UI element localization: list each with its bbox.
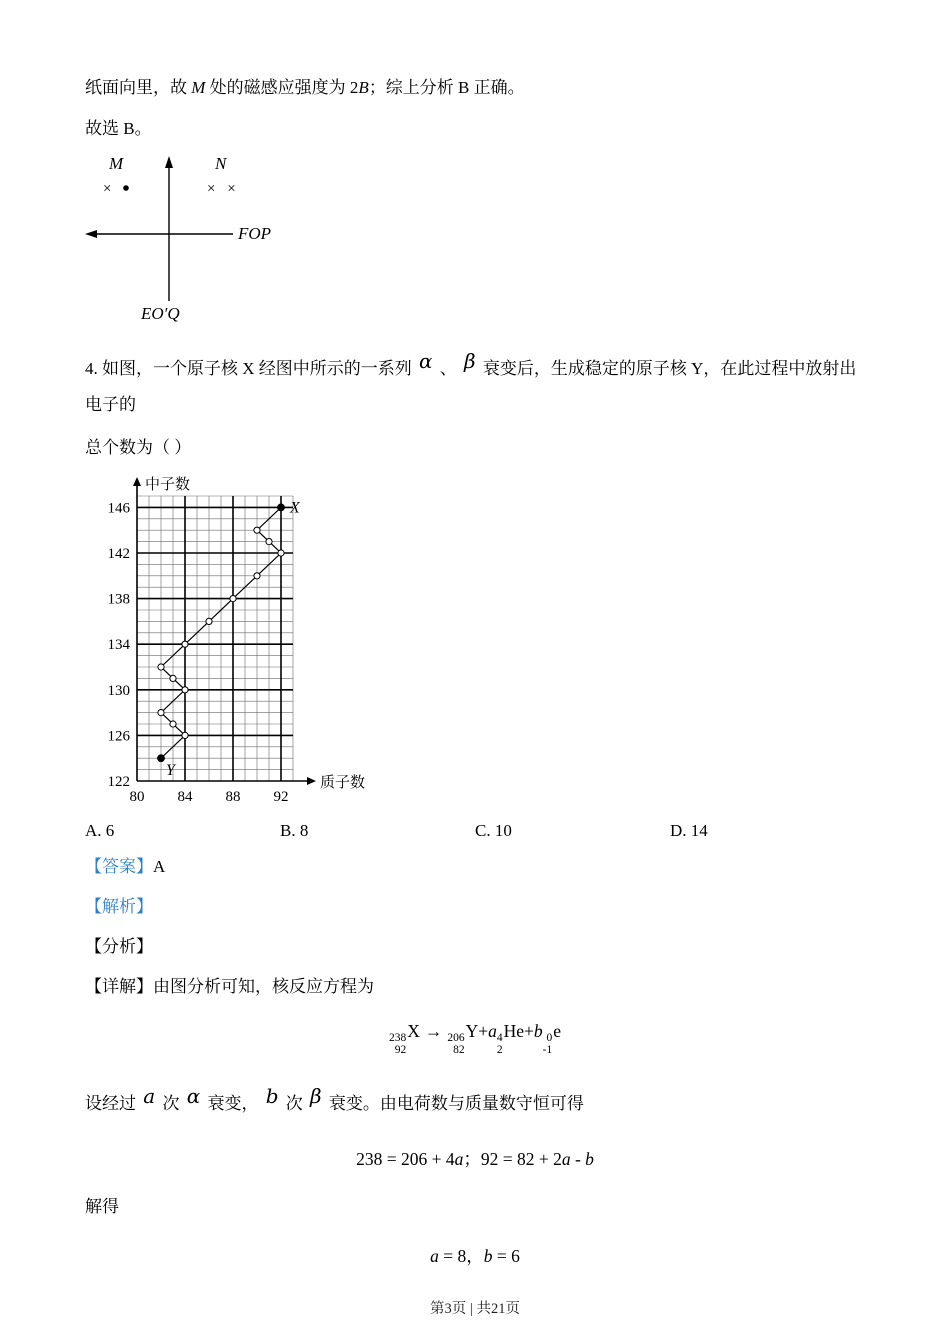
prescripts-he (497, 1032, 503, 1057)
math-variable: a (454, 1148, 464, 1169)
x-tick-label: 84 (177, 788, 193, 805)
nuclide-e (542, 1020, 562, 1057)
left-arrow-icon (85, 230, 97, 238)
y-tick-label: 138 (107, 591, 130, 608)
math-variable: b (585, 1148, 594, 1169)
text-segment: = 8， (438, 1245, 484, 1266)
setup-line (85, 1075, 865, 1122)
mass-number: 238 (388, 1031, 407, 1044)
option-b: B. 8 (280, 820, 309, 840)
text-segment: = 6 (492, 1245, 520, 1266)
result-equation (85, 1243, 865, 1268)
nuclide-he (496, 1020, 525, 1057)
decay-point (230, 595, 236, 601)
point-m-label: M (109, 154, 124, 174)
math-variable: b (483, 1245, 493, 1266)
element-symbol: e (553, 1020, 562, 1041)
fenxi-line: 【分析】 (85, 936, 153, 956)
jiede-line: 解得 (85, 1196, 119, 1216)
math-variable: β (464, 349, 476, 374)
jiexi-line (85, 893, 865, 921)
decay-point (182, 732, 188, 738)
text-segment: 次 (281, 1093, 308, 1113)
answer-line (85, 853, 865, 881)
y-tick-label: 126 (107, 727, 130, 744)
text-segment: 处的磁感应强度为 2 (205, 78, 359, 97)
text-segment: 衰变， (203, 1093, 263, 1113)
text-segment: 衰变后，生成稳定的原子核 Y，在此过程中放射出电子的 (85, 359, 857, 414)
x-axis-arrow-icon (307, 777, 316, 785)
prescripts-y (447, 1032, 464, 1057)
decay-point (266, 538, 272, 544)
coefficient-a: a (488, 1020, 497, 1041)
field-out-of-page-icon (123, 185, 129, 191)
page-footer: 第3页 | 共21页 (430, 1301, 520, 1317)
answer-tag: 【答案】 (85, 856, 153, 876)
decay-point (158, 709, 164, 715)
decay-point (182, 641, 188, 647)
y-tick-label: 142 (107, 545, 130, 562)
plus-symbol: + (524, 1020, 534, 1041)
decay-endpoint (158, 754, 165, 761)
eoq-label: EO′Q (141, 304, 180, 324)
decay-point (182, 686, 188, 692)
element-symbol: Y (465, 1020, 479, 1041)
decay-point (254, 572, 260, 578)
nuclide-x (388, 1020, 420, 1057)
question4-line2: 总个数为（ ） (85, 438, 192, 458)
plus-symbol: + (478, 1020, 489, 1041)
math-variable: a (143, 1083, 156, 1108)
coefficient-b: b (533, 1020, 543, 1041)
decay-point (254, 527, 260, 533)
decay-point (170, 720, 176, 726)
math-variable: α (419, 349, 433, 374)
detail-text: 由图分析可知，核反应方程为 (153, 976, 374, 996)
field-into-page-icons: × × (207, 181, 240, 198)
solution-text-line2: 故选 B。 (85, 119, 152, 139)
detail-tag: 【详解】 (85, 976, 153, 996)
text-segment: 设经过 (85, 1093, 141, 1113)
option-a: A. 6 (85, 820, 115, 840)
mass-number: 4 (496, 1031, 503, 1044)
detail-line (85, 973, 865, 1001)
up-arrow-icon (165, 156, 173, 168)
y-axis-arrow-icon (133, 477, 141, 486)
atomic-number: 2 (496, 1044, 503, 1057)
math-variable: a (561, 1148, 571, 1169)
text-segment: ；92 = 82 + 2 (463, 1148, 562, 1169)
math-variable: b (265, 1083, 279, 1108)
x-axis-title: 质子数 (320, 774, 366, 791)
magnetic-field-diagram (85, 151, 385, 326)
text-segment: 238 = 206 + 4 (356, 1148, 455, 1169)
y-tick-label: 122 (107, 773, 130, 790)
x-tick-label: 88 (225, 788, 241, 805)
mass-number: 0 (546, 1031, 553, 1044)
y-axis-title: 中子数 (145, 476, 191, 493)
mass-number: 206 (447, 1031, 465, 1044)
prescripts-x (389, 1032, 406, 1057)
prescripts-e (543, 1032, 553, 1057)
text-segment: 4. 如图，一个原子核 X 经图中所示的一系列 (85, 359, 417, 379)
y-tick-label: 130 (107, 682, 130, 699)
decay-point (206, 618, 212, 624)
jiexi-tag: 【解析】 (85, 896, 153, 916)
conservation-equation (85, 1146, 865, 1171)
text-segment: 次 (158, 1093, 184, 1113)
decay-point (158, 663, 164, 669)
decay-chart (85, 473, 395, 811)
y-tick-label: 146 (107, 499, 130, 516)
decay-point (278, 549, 284, 555)
question4-line1 (85, 340, 865, 422)
x-tick-label: 92 (273, 788, 289, 805)
answer-value: A (153, 856, 166, 876)
atomic-number: 82 (453, 1044, 465, 1057)
solution-text-line1 (85, 74, 865, 102)
fop-label: FOP (238, 224, 272, 244)
option-d: D. 14 (670, 820, 708, 840)
math-variable: β (310, 1083, 322, 1108)
x-tick-label: 80 (129, 788, 145, 805)
text-segment: - (570, 1148, 586, 1169)
math-variable: M (191, 78, 206, 97)
text-segment: 、 (435, 359, 462, 379)
math-variable: a (430, 1245, 439, 1266)
decay-point (170, 675, 176, 681)
nuclide-y (447, 1020, 479, 1057)
decay-endpoint (278, 504, 285, 511)
option-c: C. 10 (475, 820, 512, 840)
y-tick-label: 134 (107, 636, 130, 653)
element-symbol: X (407, 1020, 420, 1041)
options-row (85, 821, 865, 841)
element-symbol: He (503, 1020, 525, 1041)
atomic-number: -1 (542, 1044, 553, 1057)
atomic-number: 92 (394, 1044, 407, 1057)
math-variable: B (358, 78, 369, 97)
arrow-symbol: → (424, 1020, 443, 1041)
point-n-label: N (215, 154, 227, 174)
field-into-page-icon: × (103, 181, 116, 198)
nuclear-reaction-equation (85, 1021, 865, 1057)
start-nuclide-label: X (290, 498, 300, 516)
math-variable: α (186, 1083, 201, 1108)
text-segment: 衰变。由电荷数与质量数守恒可得 (324, 1093, 584, 1113)
text-segment: ；综上分析 B 正确。 (368, 78, 525, 97)
text-segment: 纸面向里，故 (85, 78, 192, 97)
end-nuclide-label: Y (166, 761, 175, 779)
